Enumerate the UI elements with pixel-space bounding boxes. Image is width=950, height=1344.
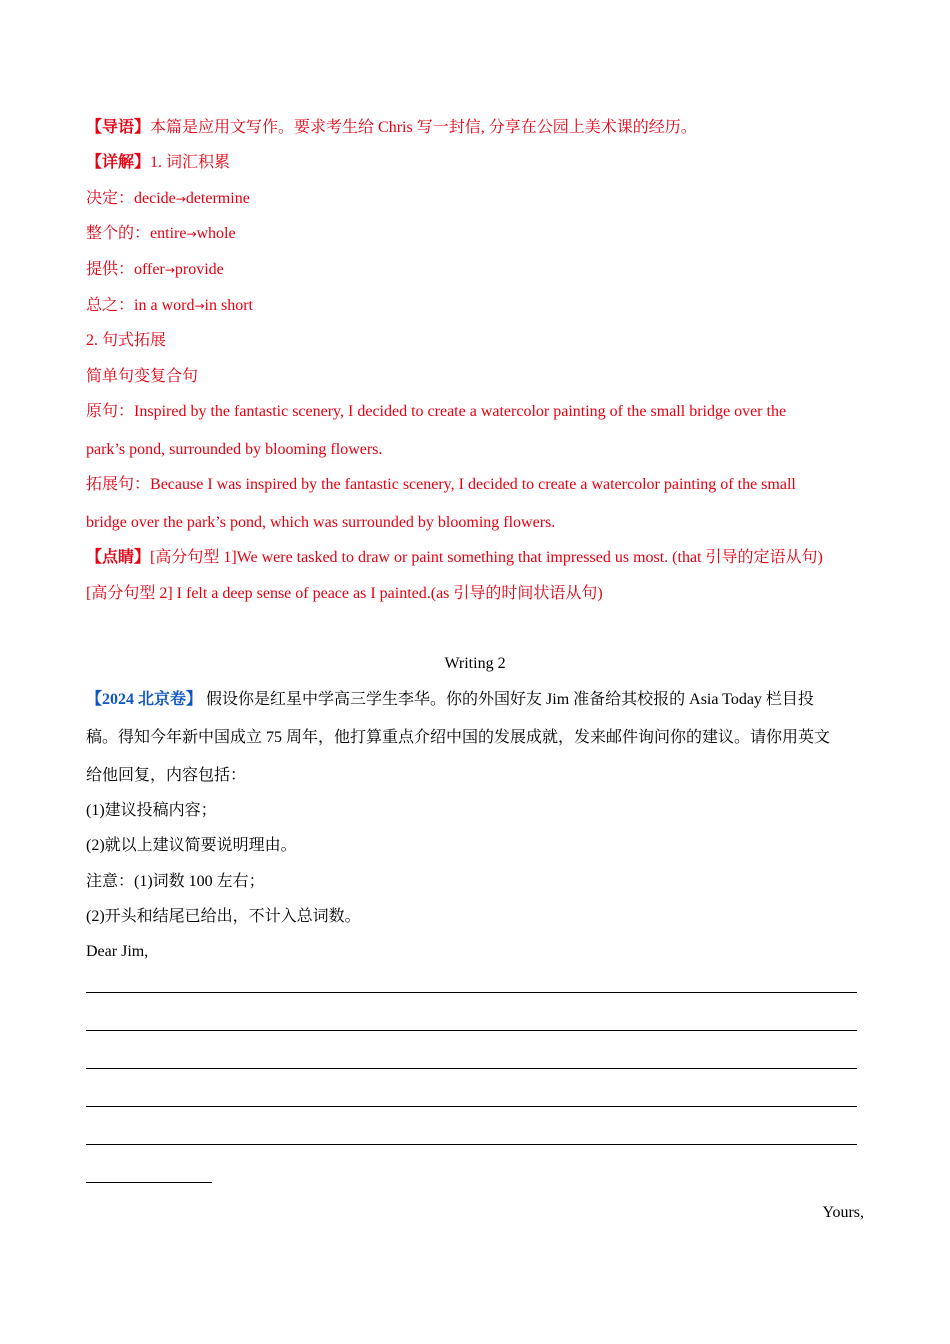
vocab-to: provide: [174, 261, 224, 278]
detail-tag: 【详解】: [86, 154, 151, 171]
highlight-tag: 【点睛】: [86, 549, 151, 566]
answer-line: [86, 1030, 857, 1031]
vocab-from: offer: [134, 261, 165, 278]
section-title: Writing 2: [444, 655, 506, 672]
vocab-from: entire: [150, 225, 187, 242]
detail-line: [86, 153, 230, 173]
sentence-subheading: 简单句变复合句: [86, 368, 199, 385]
intro-text: 本篇是应用文写作。要求考生给 Chris 写一封信, 分享在公园上美术课的经历。: [150, 119, 697, 136]
arrow-right-icon: →: [186, 227, 197, 241]
original-text: Inspired by the fantastic scenery, I decided to create a watercolor painting of the small bridge over the: [134, 403, 787, 420]
answer-line: [86, 1182, 212, 1183]
vocab-to: in short: [204, 297, 253, 314]
original-sentence-line1: [86, 402, 786, 422]
expanded-sentence-line1: [86, 475, 796, 495]
original-label: 原句：: [86, 403, 135, 420]
prompt-line3: 给他回复，内容包括：: [86, 767, 247, 784]
requirement-1: (1)建议投稿内容；: [86, 802, 217, 819]
greeting: Dear Jim,: [86, 943, 149, 960]
arrow-right-icon: →: [175, 192, 186, 206]
answer-line: [86, 1106, 857, 1107]
expanded-text: Because I was inspired by the fantastic scenery, I decided to create a watercolor painting of the small: [150, 476, 796, 493]
answer-line: [86, 992, 857, 993]
vocab-label: 提供：: [86, 261, 135, 278]
highlight-line1: [86, 548, 823, 568]
original-sentence-line2: park’s pond, surrounded by blooming flowers.: [86, 441, 383, 458]
vocab-label: 整个的：: [86, 225, 151, 242]
arrow-right-icon: →: [164, 263, 175, 277]
highlight-text: [高分句型 1]We were tasked to draw or paint something that impressed us most. (that 引导的定语从句): [150, 549, 823, 566]
vocab-to: whole: [196, 225, 236, 242]
prompt-line2: 稿。得知今年新中国成立 75 周年，他打算重点介绍中国的发展成就，发来邮件询问你的建议。请你用英文: [86, 729, 831, 746]
source-tag: 【2024 北京卷】: [86, 691, 203, 708]
vocab-to: determine: [185, 190, 250, 207]
highlight-line2: [高分句型 2] I felt a deep sense of peace as I painted.(as 引导的时间状语从句): [86, 585, 603, 602]
prompt-text: 假设你是红星中学高三学生李华。你的外国好友 Jim 准备给其校报的 Asia Today 栏目投: [202, 691, 814, 708]
requirement-2: (2)就以上建议简要说明理由。: [86, 837, 297, 854]
vocab-item: [86, 260, 224, 280]
vocab-label: 决定：: [86, 190, 135, 207]
vocab-item: [86, 189, 250, 209]
note-2: (2)开头和结尾已给出，不计入总词数。: [86, 908, 361, 925]
intro-tag: 【导语】: [86, 119, 151, 136]
note-1: 注意：(1)词数 100 左右；: [86, 873, 265, 890]
vocab-from: decide: [134, 190, 176, 207]
sentence-heading: 2. 句式拓展: [86, 332, 167, 349]
answer-line: [86, 1068, 857, 1069]
detail-heading: 1. 词汇积累: [150, 154, 231, 171]
prompt-line1: [86, 690, 814, 710]
vocab-label: 总之：: [86, 297, 135, 314]
vocab-item: [86, 224, 236, 244]
closing: Yours,: [822, 1204, 864, 1221]
vocab-item: [86, 296, 253, 316]
expanded-sentence-line2: bridge over the park’s pond, which was surrounded by blooming flowers.: [86, 514, 556, 531]
expanded-label: 拓展句：: [86, 476, 151, 493]
intro-line: [86, 118, 697, 138]
answer-line: [86, 1144, 857, 1145]
vocab-from: in a word: [134, 297, 195, 314]
arrow-right-icon: →: [194, 299, 205, 313]
